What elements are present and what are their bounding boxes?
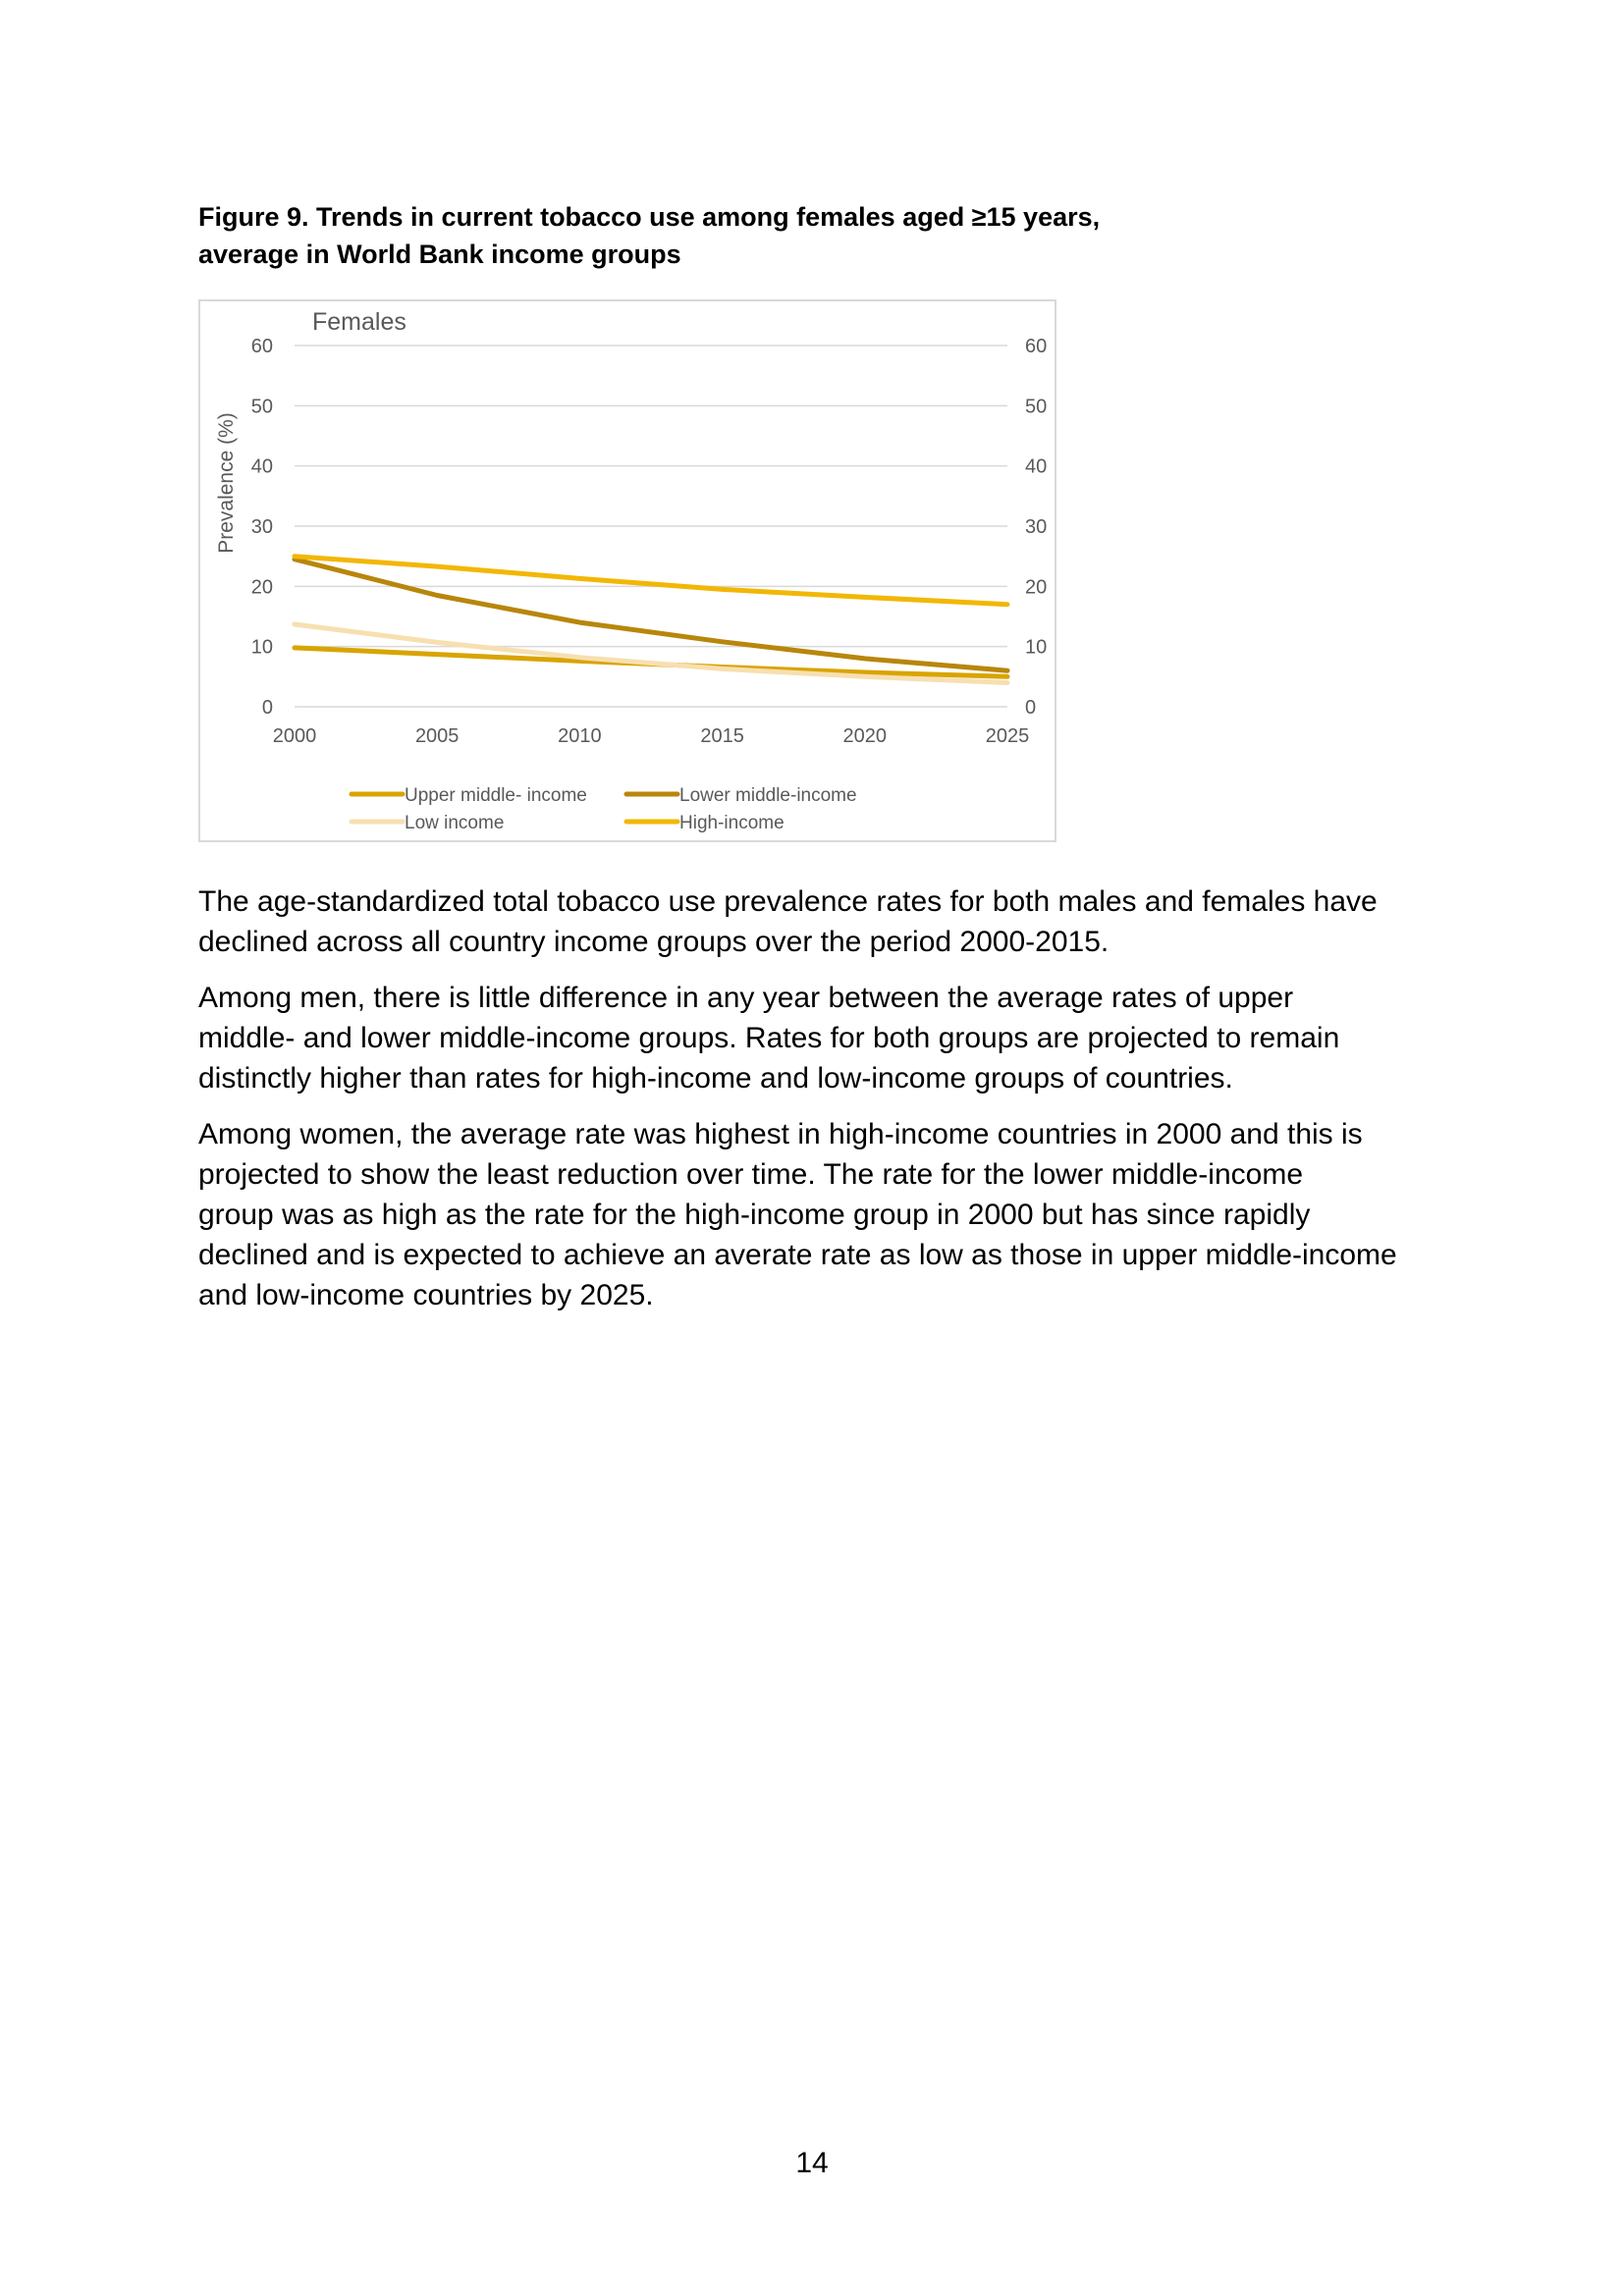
line-chart xyxy=(200,301,1055,840)
paragraph-1: The age-standardized total tobacco use prevalence rates for both males and females have declined across all country income groups over the period 2000-2015. xyxy=(198,885,1378,958)
x-tick-label: 2025 xyxy=(985,725,1030,747)
y-tick-label-right: 20 xyxy=(1025,576,1048,599)
y-tick-label-left: 0 xyxy=(261,697,273,719)
x-tick-label: 2020 xyxy=(842,725,888,747)
x-tick-label: 2010 xyxy=(558,725,602,747)
chart-title: Females xyxy=(312,308,406,336)
series-line-4 xyxy=(295,557,1007,605)
y-axis-label: Prevalence (%) xyxy=(215,412,238,554)
page-number: 14 xyxy=(795,2147,829,2179)
x-tick-label: 2005 xyxy=(414,725,460,747)
x-tick-label: 2015 xyxy=(700,725,744,747)
y-tick-label-left: 50 xyxy=(250,396,273,418)
y-tick-label-right: 30 xyxy=(1025,516,1048,538)
paragraph-2: Among men, there is little difference in any year between the average rates of upper middle- and lower middle-income groups. Rates for both groups are projected to remain distinctly higher than rates for high-income and low-income groups of countries. xyxy=(198,982,1340,1095)
series-lines xyxy=(295,557,1007,683)
y-tick-label-right: 50 xyxy=(1025,396,1048,418)
legend-label: Lower middle-income xyxy=(679,785,857,806)
axis-labels xyxy=(251,336,1048,747)
y-tick-label-right: 60 xyxy=(1025,336,1048,357)
paragraph-3: Among women, the average rate was highest in high-income countries in 2000 and this is projected to show the least reduction over time. The rate for the lower middle-income group was as high as the rate for the high-income group in 2000 but has since rapidly declined and is expected to achieve an averate rate as low as those in upper middle-income and low-income countries by 2025. xyxy=(198,1118,1397,1311)
chart-frame xyxy=(198,299,1056,842)
legend xyxy=(352,785,857,833)
body-text xyxy=(198,881,1445,1331)
legend-label: High-income xyxy=(679,813,785,833)
y-tick-label-right: 10 xyxy=(1025,636,1048,659)
y-tick-label-left: 20 xyxy=(250,576,273,599)
figure-caption-line-2: average in World Bank income groups xyxy=(198,240,681,269)
figure-caption xyxy=(198,198,1180,273)
legend-label: Upper middle- income xyxy=(405,785,587,806)
figure-caption-line-1: Figure 9. Trends in current tobacco use among females aged ≥15 years, xyxy=(198,202,1101,232)
x-tick-label: 2000 xyxy=(272,725,317,747)
y-tick-label-right: 0 xyxy=(1025,697,1037,719)
legend-label: Low income xyxy=(405,813,505,833)
y-tick-label-left: 30 xyxy=(250,516,273,538)
y-tick-label-left: 40 xyxy=(250,455,273,478)
y-tick-label-right: 40 xyxy=(1025,455,1048,478)
y-tick-label-left: 60 xyxy=(250,336,273,357)
y-tick-label-left: 10 xyxy=(250,636,273,659)
